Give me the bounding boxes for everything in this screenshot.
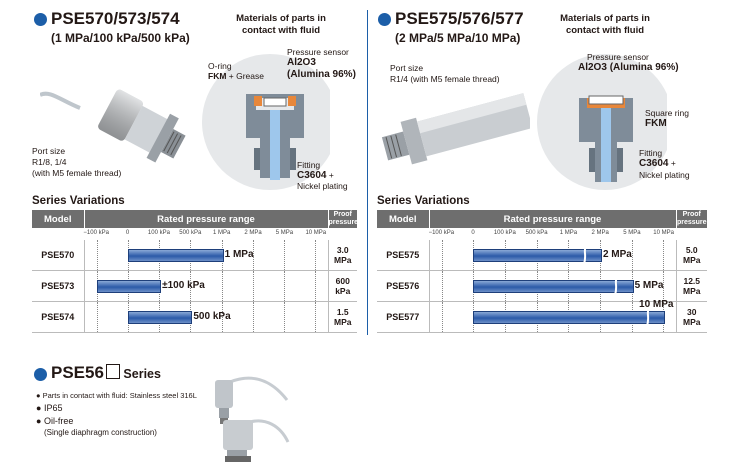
left-fitting-material — [297, 170, 334, 181]
fitting-material-text: C3604 — [639, 158, 669, 169]
grid-tick — [284, 302, 285, 332]
tick-label: 5 MPa — [623, 230, 641, 236]
grid-tick — [253, 302, 254, 332]
range-label: 500 kPa — [193, 311, 231, 322]
column-divider — [367, 10, 368, 335]
grid-tick — [284, 240, 285, 270]
range-bar — [473, 280, 633, 293]
grid-tick — [97, 302, 98, 332]
grid-tick — [442, 302, 443, 332]
model-header: Model — [377, 210, 429, 228]
feature-item: ● Oil-free — [36, 416, 74, 426]
left-oring-label: O-ring — [208, 61, 232, 71]
feature-item: (Single diaphragm construction) — [44, 428, 157, 437]
right-fitting-label: Fitting — [639, 148, 663, 158]
proof-cell: 600 kPa — [328, 271, 357, 302]
left-sensor-material: Al2O3 — [287, 57, 316, 68]
left-port-title: Port size — [32, 146, 66, 156]
right-materials-title: Materials of parts in contact with fluid — [560, 13, 650, 36]
range-label: 5 MPa — [634, 280, 664, 291]
grid-tick — [222, 271, 223, 301]
left-port-value: R1/8, 1/4 — [32, 157, 67, 167]
tick-label: 5 MPa — [275, 230, 294, 236]
proof-cell: 12.5 MPa — [676, 271, 707, 302]
left-series-subtitle: (1 MPa/100 kPa/500 kPa) — [51, 31, 190, 45]
tick-label: 1 MPa — [213, 230, 231, 236]
tick-label: 500 kPa — [179, 230, 202, 236]
axis-break-icon — [614, 277, 618, 295]
grid-tick — [253, 271, 254, 301]
right-fitting-material — [639, 158, 676, 169]
right-series-table — [377, 210, 707, 333]
left-fitting-plating: Nickel plating — [297, 181, 348, 191]
model-cell: PSE570 — [32, 240, 84, 271]
tick-label: 500 kPa — [525, 230, 548, 236]
proof-cell: 30 MPa — [676, 302, 707, 333]
left-series-variations-title: Series Variations — [32, 195, 125, 207]
oring-material-text: FKM — [208, 71, 227, 81]
bullet-dot-icon — [378, 13, 391, 26]
right-series-title: PSE575/576/577 — [395, 9, 524, 28]
model-cell: PSE575 — [377, 240, 429, 271]
grid-tick — [315, 240, 316, 270]
sensor-photo-left — [40, 60, 190, 200]
model-cell: PSE574 — [32, 302, 84, 333]
right-ring-material: FKM — [645, 118, 667, 129]
proof-header: Proof pressure — [676, 211, 707, 226]
placeholder-box-icon — [106, 364, 120, 379]
right-series-subtitle: (2 MPa/5 MPa/10 MPa) — [395, 31, 521, 45]
left-fitting-label: Fitting — [297, 160, 321, 170]
feature-text: IP65 — [43, 403, 63, 413]
tick-label: 2 MPa — [244, 230, 262, 236]
pse56-sensor-photo — [195, 370, 290, 465]
range-bar — [128, 249, 224, 262]
range-cell — [84, 271, 328, 302]
range-label: ±100 kPa — [162, 280, 205, 291]
oring-extra-text: + Grease — [226, 71, 264, 81]
tick-label: 0 — [471, 230, 475, 236]
left-oring-material — [208, 71, 264, 81]
right-port-value: R1/4 (with M5 female thread) — [390, 74, 500, 84]
table-row — [377, 271, 707, 302]
pse56-features — [36, 391, 197, 437]
pse56-title — [51, 363, 161, 383]
range-bar — [97, 280, 161, 293]
feature-item: ● IP65 — [36, 403, 63, 413]
feature-text: Parts in contact with fluid: Stainless steel 316L — [42, 391, 197, 400]
grid-tick — [315, 302, 316, 332]
right-fitting-plating: Nickel plating — [639, 170, 690, 180]
left-sensor-label: Pressure sensor — [287, 47, 349, 57]
range-bar — [473, 311, 665, 324]
tick-label: 10 MPa — [305, 230, 327, 236]
tick-label: 2 MPa — [591, 230, 609, 236]
axis-break-icon — [646, 308, 650, 326]
model-cell: PSE576 — [377, 271, 429, 302]
table-row — [377, 302, 707, 333]
range-cell — [84, 240, 328, 271]
tick-label: 0 — [125, 230, 130, 236]
range-label: 2 MPa — [602, 249, 632, 260]
left-series-title: PSE570/573/574 — [51, 9, 180, 28]
sensor-material2-text: (Alumina 96%) — [609, 62, 679, 73]
range-cell — [429, 271, 676, 302]
sensor-material-text: Al2O3 — [578, 62, 607, 73]
tick-label-row — [84, 228, 328, 240]
left-sensor-material2: (Alumina 96%) — [287, 69, 356, 80]
right-series-variations-title: Series Variations — [377, 195, 470, 207]
grid-tick — [315, 271, 316, 301]
axis-break-icon — [583, 246, 587, 264]
tick-label: 10 MPa — [653, 230, 674, 236]
range-header: Rated pressure range — [84, 210, 328, 228]
bullet-dot-icon — [34, 13, 47, 26]
fitting-extra-text: + — [326, 170, 334, 180]
grid-tick — [284, 271, 285, 301]
model-cell: PSE577 — [377, 302, 429, 333]
tick-label: −100 kPa — [428, 230, 455, 236]
model-cell: PSE573 — [32, 271, 84, 302]
proof-cell: 3.0 MPa — [328, 240, 357, 271]
right-sensor-label: Pressure sensor — [587, 52, 649, 62]
feature-item: ● Parts in contact with fluid: Stainless steel 316L — [36, 391, 197, 400]
table-row — [32, 271, 357, 302]
proof-cell: 5.0 MPa — [676, 240, 707, 271]
table-row — [377, 240, 707, 271]
table-row — [32, 240, 357, 271]
range-bar — [128, 311, 192, 324]
pse56-title-suffix: Series — [119, 367, 161, 381]
left-port-note: (with M5 female thread) — [32, 168, 122, 178]
grid-tick — [663, 240, 664, 270]
right-ring-label: Square ring — [645, 108, 689, 118]
grid-tick — [97, 240, 98, 270]
tick-label: 100 kPa — [493, 230, 516, 236]
fitting-extra-text: + — [668, 158, 676, 168]
range-cell — [429, 299, 676, 333]
range-label: 10 MPa — [639, 299, 674, 310]
bullet-dot-icon — [34, 368, 47, 381]
pse56-title-prefix: PSE56 — [51, 363, 104, 382]
table-row — [32, 302, 357, 333]
sensor-photo-right — [380, 88, 530, 168]
fitting-material-text: C3604 — [297, 170, 327, 181]
right-port-title: Port size — [390, 63, 424, 73]
grid-tick — [442, 240, 443, 270]
tick-label: −100 kPa — [83, 230, 109, 236]
tick-label-row — [429, 228, 676, 240]
proof-header: Proof pressure — [328, 211, 359, 226]
right-sensor-material — [578, 63, 679, 73]
left-materials-title: Materials of parts in contact with fluid — [236, 13, 326, 36]
tick-label: 100 kPa — [147, 230, 170, 236]
tick-label: 1 MPa — [559, 230, 578, 236]
feature-text: Oil-free — [43, 416, 74, 426]
range-cell — [429, 240, 676, 271]
proof-cell: 1.5 MPa — [328, 302, 357, 333]
model-header: Model — [32, 210, 84, 228]
range-header: Rated pressure range — [429, 210, 676, 228]
range-label: 1 MPa — [224, 249, 254, 260]
grid-tick — [442, 271, 443, 301]
range-cell — [84, 302, 328, 333]
left-series-table — [32, 210, 357, 333]
